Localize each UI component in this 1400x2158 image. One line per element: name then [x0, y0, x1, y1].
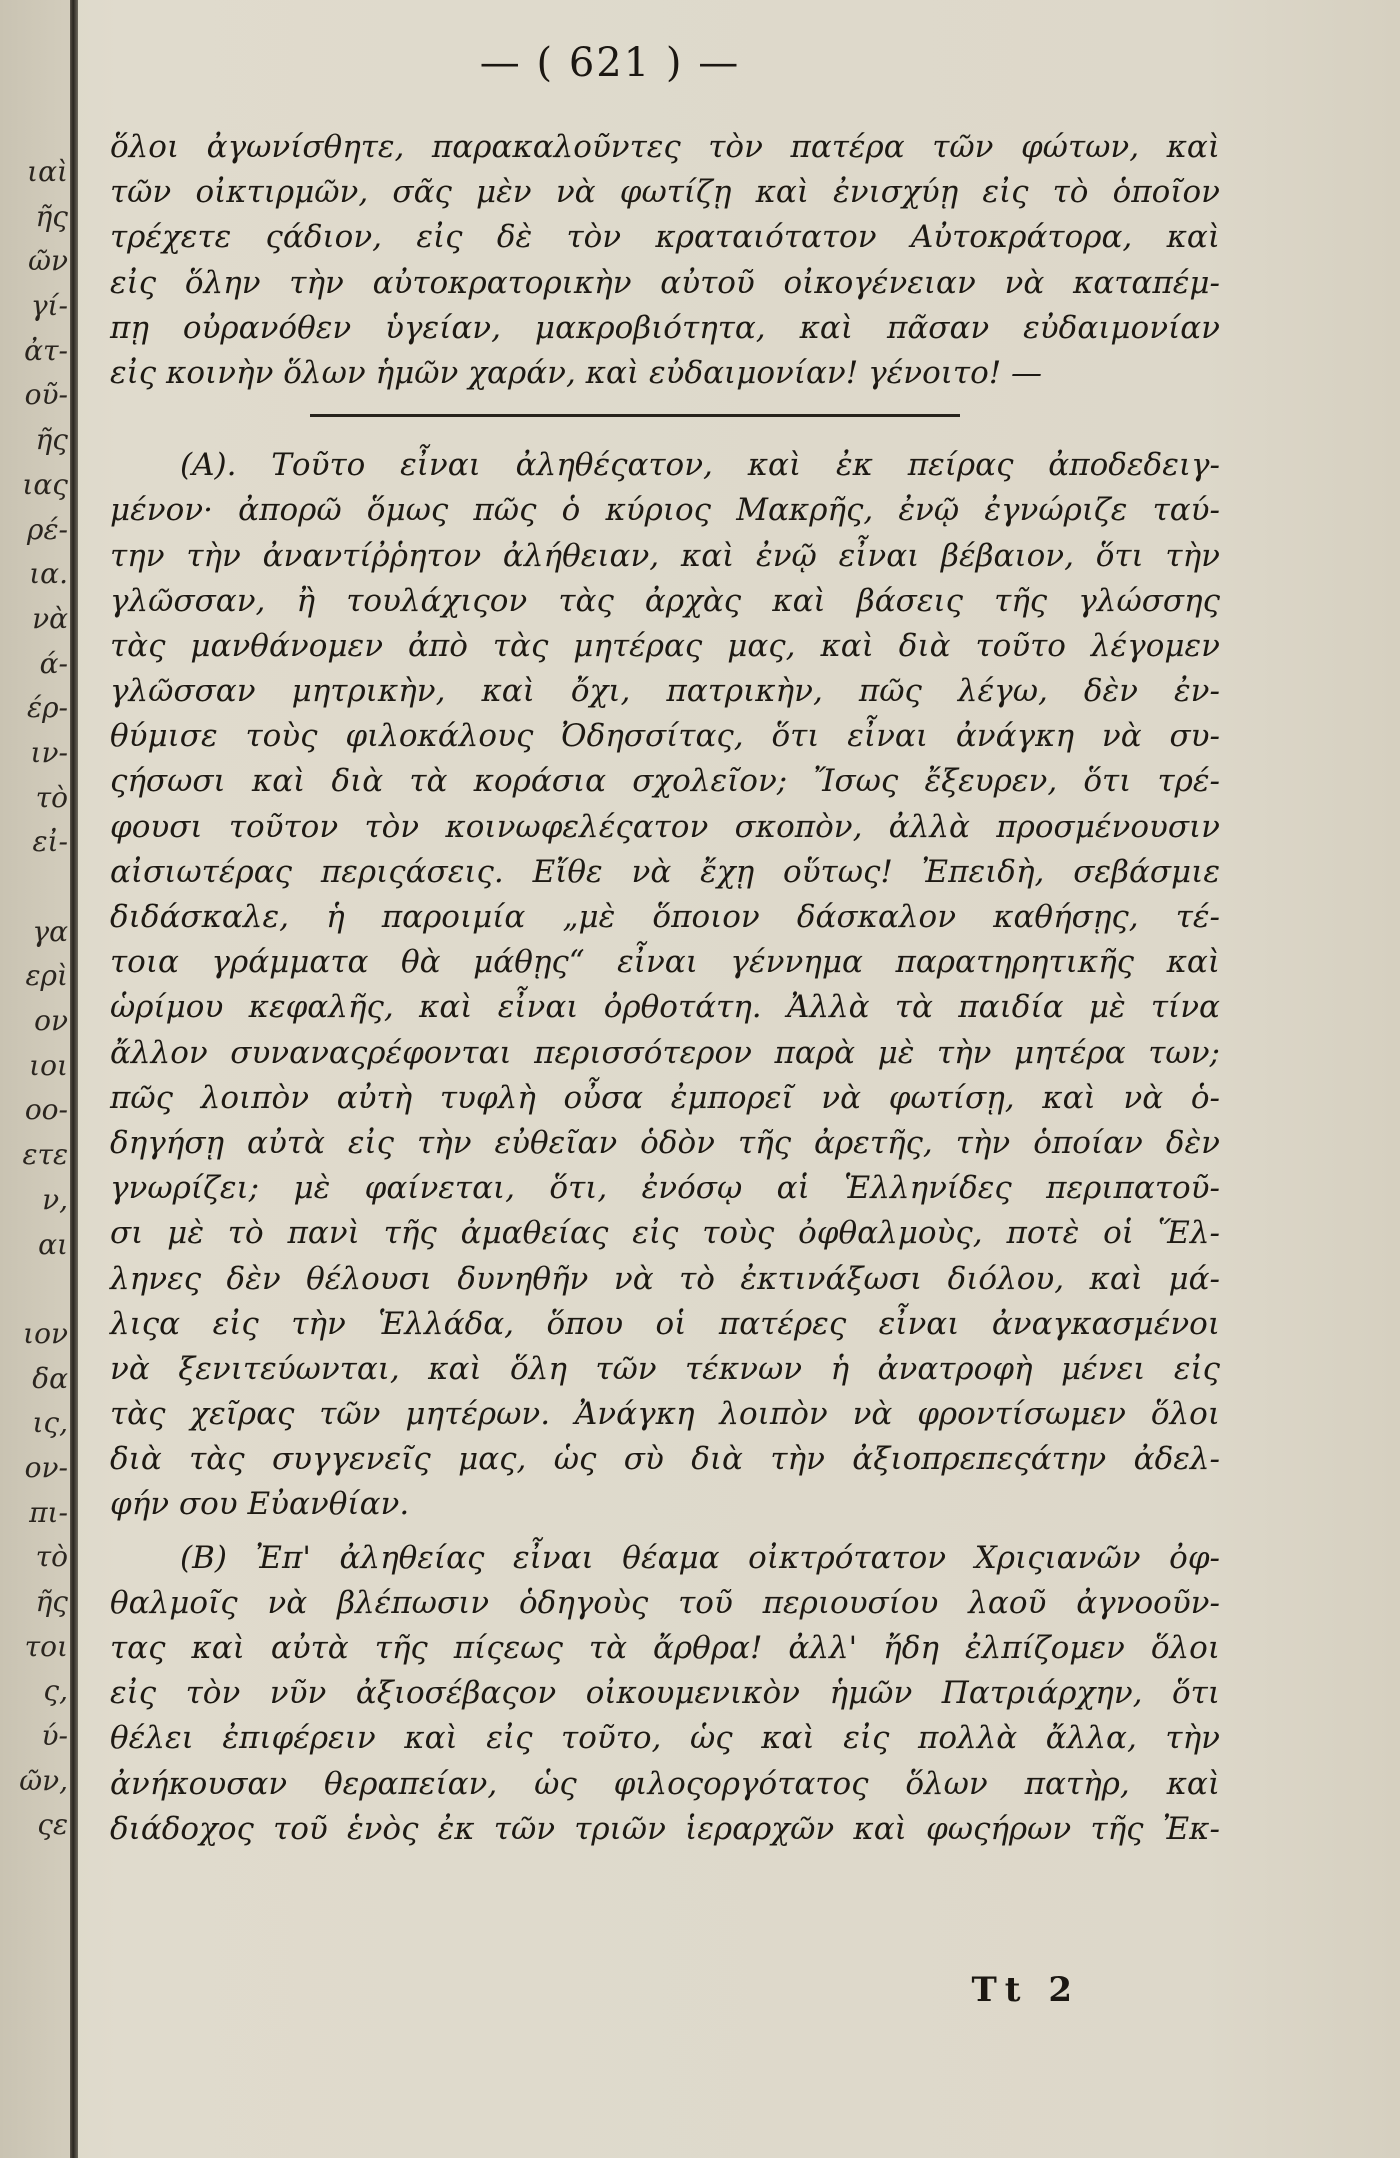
- text-line: (Β) Ἐπ' ἀληθείας εἶναι θέαμα οἰκτρότατον Χριςιανῶν ὀφ-: [180, 1539, 1220, 1576]
- text-line: ςήσωσι καὶ διὰ τὰ κοράσια σχολεῖον; Ἴσως ἔξευρεν, ὅτι τρέ-: [110, 763, 1220, 800]
- fragment-line: οο-: [24, 1093, 68, 1127]
- fragment-line: ς,: [43, 1674, 68, 1708]
- fragment-line: πι-: [29, 1495, 68, 1529]
- page-number-header: — ( 621 ) —: [479, 40, 741, 86]
- fragment-line: ιν-: [30, 735, 68, 769]
- fragment-line: ετε: [22, 1138, 68, 1172]
- footnote-a: [110, 443, 1220, 1528]
- fragment-line: ν,: [42, 1182, 68, 1216]
- fragment-line: τὸ: [35, 1540, 68, 1574]
- text-line: πῃ οὐρανόθεν ὑγείαν, μακροβιότητα, καὶ πᾶσαν εὐδαιμονίαν: [110, 309, 1220, 346]
- fragment-line: ῆς: [35, 199, 68, 233]
- text-line: δηγήσῃ αὐτὰ εἰς τὴν εὐθεῖαν ὁδὸν τῆς ἀρετῆς, τὴν ὁποίαν δὲν: [110, 1124, 1220, 1161]
- fragment-line: γα: [32, 914, 68, 948]
- fragment-line: [2, 1267, 68, 1312]
- fragment-line: ἀτ-: [24, 333, 68, 367]
- text-line: την τὴν ἀναντίῤῥητον ἀλήθειαν, καὶ ἐνῷ εἶναι βέβαιον, ὅτι τὴν: [110, 537, 1220, 574]
- text-line: νὰ ξενιτεύωνται, καὶ ὅλη τῶν τέκνων ἡ ἀνατροφὴ μένει εἰς: [110, 1350, 1220, 1387]
- fragment-line: ον: [34, 1004, 68, 1038]
- text-line: εἰς ὅλην τὴν αὐτοκρατορικὴν αὐτοῦ οἰκογένειαν νὰ καταπέμ-: [110, 264, 1220, 301]
- text-line: διάδοχος τοῦ ἑνὸς ἐκ τῶν τριῶν ἱεραρχῶν καὶ φωςήρων τῆς Ἐκ-: [110, 1810, 1220, 1847]
- text-line: ἀνήκουσαν θεραπείαν, ὡς φιλοςοργότατος ὅλων πατὴρ, καὶ: [110, 1765, 1220, 1802]
- text-line: τῶν οἰκτιρμῶν, σᾶς μὲν νὰ φωτίζῃ καὶ ἐνισχύῃ εἰς τὸ ὁποῖον: [110, 174, 1220, 211]
- fragment-line: δα: [32, 1361, 68, 1395]
- fragment-line: ερὶ: [25, 959, 68, 993]
- text-line: θαλμοῖς νὰ βλέπωσιν ὁδηγοὺς τοῦ περιουσίου λαοῦ ἀγνοοῦν-: [110, 1584, 1220, 1621]
- text-line: (Α). Τοῦτο εἶναι ἀληθέςατον, καὶ ἐκ πείρας ἀποδεδειγ-: [180, 447, 1220, 484]
- text-line: σι μὲ τὸ πανὶ τῆς ἀμαθείας εἰς τοὺς ὀφθαλμοὺς, ποτὲ οἱ Ἕλ-: [110, 1215, 1220, 1252]
- text-line: εἰς τὸν νῦν ἀξιοσέβαςον οἰκουμενικὸν ἡμῶν Πατριάρχην, ὅτι: [110, 1675, 1220, 1712]
- text-line: τοια γράμματα θὰ μάθῃς“ εἶναι γέννημα παρατηρητικῆς καὶ: [110, 944, 1220, 981]
- text-line: μένον· ἀπορῶ ὅμως πῶς ὁ κύριος Μακρῆς, ἐνῷ ἐγνώριζε ταύ-: [110, 492, 1220, 529]
- fragment-line: ῶν,: [19, 1763, 68, 1797]
- fragment-line: ῶν: [28, 244, 68, 278]
- fragment-line: τοι: [24, 1629, 68, 1663]
- fragment-line: αι: [38, 1227, 68, 1261]
- fragment-line: ιας: [22, 467, 68, 501]
- fragment-line: οῦ-: [24, 378, 68, 412]
- text-line: διὰ τὰς συγγενεῖς μας, ὡς σὺ διὰ τὴν ἀξιοπρεπεςάτην ἀδελ-: [110, 1441, 1220, 1478]
- text-line: γνωρίζει; μὲ φαίνεται, ὅτι, ἐνόσῳ αἱ Ἑλληνίδες περιπατοῦ-: [110, 1170, 1220, 1207]
- fragment-line: γί-: [30, 289, 68, 323]
- text-line: ὅλοι ἀγωνίσθητε, παρακαλοῦντες τὸν πατέρα τῶν φώτων, καὶ: [110, 129, 1220, 165]
- fragment-line: ιαὶ: [27, 155, 68, 188]
- text-line: φήν σου Εὐανθίαν.: [110, 1486, 410, 1523]
- fragment-line: ά-: [39, 646, 68, 680]
- text-line: πῶς λοιπὸν αὐτὴ τυφλὴ οὖσα ἐμπορεῖ νὰ φωτίσῃ, καὶ νὰ ὁ-: [110, 1079, 1220, 1116]
- text-line: θέλει ἐπιφέρειν καὶ εἰς τοῦτο, ὡς καὶ εἰς πολλὰ ἄλλα, τὴν: [110, 1720, 1220, 1757]
- text-line: αἰσιωτέρας περιςάσεις. Εἴθε νὰ ἔχῃ οὕτως! Ἐπειδὴ, σεβάσμιε: [110, 853, 1220, 890]
- fragment-line: έρ-: [27, 691, 68, 725]
- fragment-line: τὸ: [35, 780, 68, 814]
- adjacent-page-text-fragments: [2, 150, 68, 1848]
- text-line: φουσι τοῦτον τὸν κοινωφελέςατον σκοπὸν, ἀλλὰ προσμένουσιν: [110, 808, 1220, 845]
- fragment-line: εἰ-: [32, 825, 68, 859]
- fragment-line: ρέ-: [27, 512, 68, 546]
- fragment-line: ιοι: [29, 1048, 68, 1082]
- text-line: λιςα εἰς τὴν Ἑλλάδα, ὅπου οἱ πατέρες εἶναι ἀναγκασμένοι: [110, 1305, 1220, 1342]
- text-line: τὰς χεῖρας τῶν μητέρων. Ἀνάγκη λοιπὸν νὰ φροντίσωμεν ὅλοι: [110, 1396, 1220, 1433]
- fragment-line: νὰ: [32, 601, 68, 635]
- closing-paragraph: [110, 125, 1220, 396]
- signature-mark: Tt 2: [971, 1970, 1080, 2010]
- text-line: εἰς κοινὴν ὅλων ἡμῶν χαράν, καὶ εὐδαιμονίαν! γένοιτο! —: [110, 354, 1043, 391]
- fragment-line: ύ-: [41, 1719, 68, 1753]
- fragment-line: [2, 865, 68, 910]
- fragment-line: ιον: [23, 1316, 68, 1350]
- text-line: τὰς μανθάνομεν ἀπὸ τὰς μητέρας μας, καὶ διὰ τοῦτο λέγομεν: [110, 627, 1220, 664]
- fragment-line: ῆς: [35, 1585, 68, 1618]
- text-line: τρέχετε ςάδιον, εἰς δὲ τὸν κραταιότατον Αὐτοκράτορα, καὶ: [110, 219, 1220, 256]
- book-gutter: [70, 0, 78, 2158]
- text-line: γλῶσσαν, ἢ τουλάχιςον τὰς ἀρχὰς καὶ βάσεις τῆς γλώσσης: [110, 582, 1220, 619]
- text-line: ληνες δὲν θέλουσι δυνηθῆν νὰ τὸ ἐκτινάξωσι διόλου, καὶ μά-: [110, 1260, 1220, 1297]
- separator-rule: [310, 414, 960, 417]
- fragment-line: ον-: [24, 1450, 68, 1484]
- fragment-line: ςε: [37, 1808, 68, 1842]
- fragment-line: ια.: [29, 557, 68, 591]
- text-line: τας καὶ αὐτὰ τῆς πίςεως τὰ ἄρθρα! ἀλλ' ἤδη ἐλπίζομεν ὅλοι: [110, 1630, 1220, 1666]
- text-line: διδάσκαλε, ἡ παροιμία „μὲ ὅποιον δάσκαλον καθήσῃς, τέ-: [110, 899, 1220, 935]
- footnote-b: [110, 1536, 1220, 1852]
- text-line: ἄλλον συναναςρέφονται περισσότερον παρὰ μὲ τὴν μητέρα των;: [110, 1034, 1220, 1071]
- fragment-line: ις,: [32, 1406, 68, 1440]
- fragment-line: ῆς: [35, 423, 68, 457]
- text-line: γλῶσσαν μητρικὴν, καὶ ὄχι, πατρικὴν, πῶς λέγω, δὲν ἐν-: [110, 673, 1220, 710]
- text-line: ὡρίμου κεφαλῆς, καὶ εἶναι ὀρθοτάτη. Ἀλλὰ τὰ παιδία μὲ τίνα: [110, 989, 1220, 1026]
- page-body: [110, 125, 1220, 1852]
- text-line: θύμισε τοὺς φιλοκάλους Ὀδησσίτας, ὅτι εἶναι ἀνάγκη νὰ συ-: [110, 718, 1220, 755]
